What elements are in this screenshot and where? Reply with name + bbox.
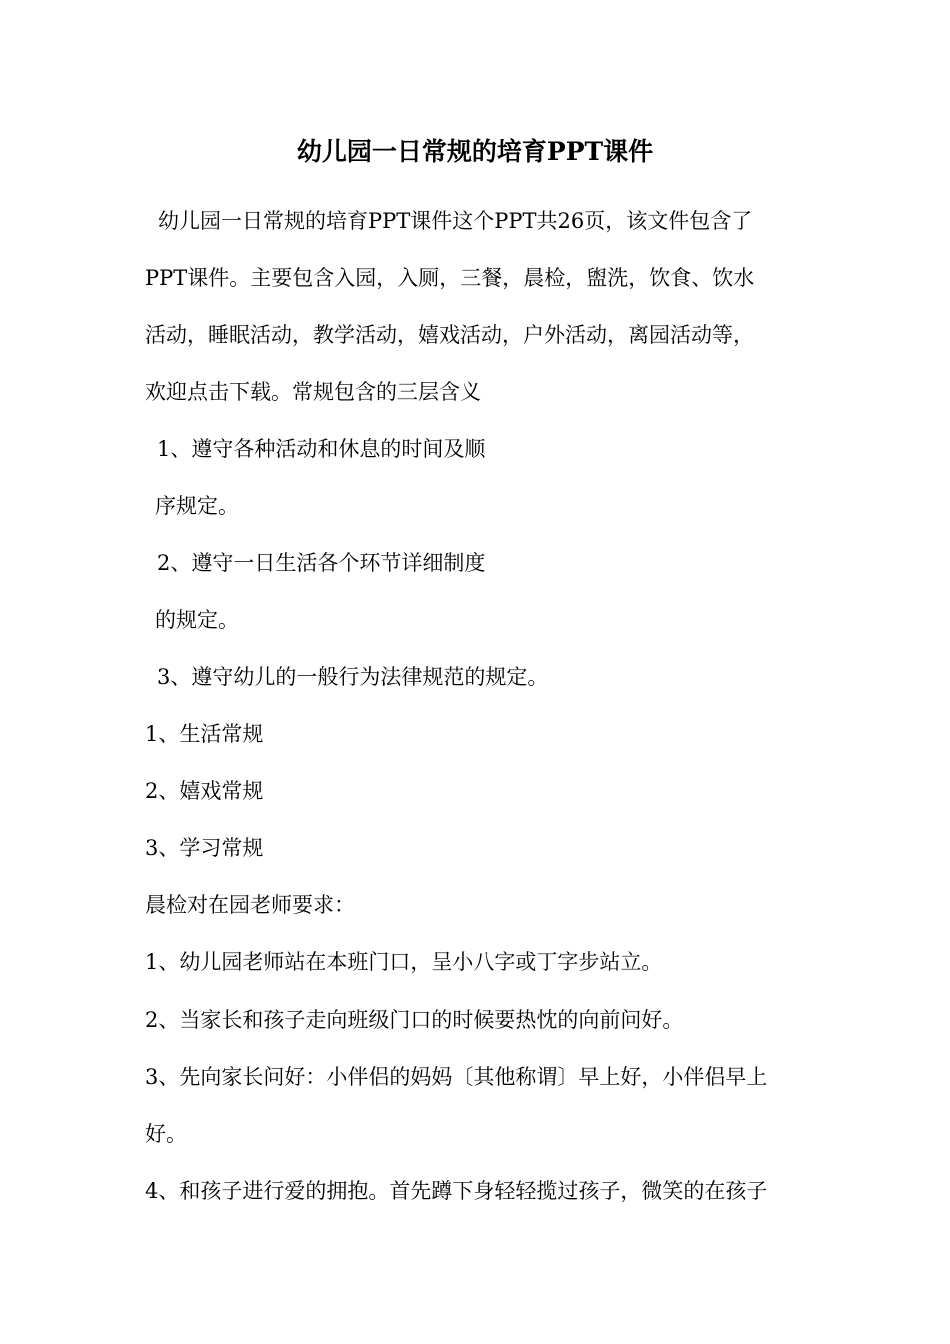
paragraph-line: PPT课件。主要包含入园，入厕，三餐，晨检，盥洗，饮食、饮水: [145, 266, 755, 290]
list-item-continuation: 的规定。: [155, 608, 239, 632]
list-item: 1、遵守各种活动和休息的时间及顺: [157, 437, 486, 461]
list-item: 1、生活常规: [145, 722, 264, 746]
list-item: 2、当家长和孩子走向班级门口的时候要热忱的向前问好。: [145, 1008, 684, 1032]
list-item: 1、幼儿园老师站在本班门口，呈小八字或丁字步站立。: [145, 950, 663, 974]
list-item: 3、遵守幼儿的一般行为法律规范的规定。: [157, 665, 549, 689]
list-item: 3、学习常规: [145, 836, 264, 860]
list-item-continuation: 好。: [145, 1122, 187, 1146]
paragraph-line: 欢迎点击下载。常规包含的三层含义: [145, 380, 481, 404]
list-item-continuation: 序规定。: [155, 494, 239, 518]
document-title: 幼儿园一日常规的培育PPT课件: [296, 137, 654, 166]
section-heading: 晨检对在园老师要求：: [145, 893, 355, 917]
paragraph-line: 活动，睡眠活动，教学活动，嬉戏活动，户外活动，离园活动等，: [145, 323, 754, 347]
list-item: 4、和孩子进行爱的拥抱。首先蹲下身轻轻揽过孩子，微笑的在孩子: [145, 1179, 768, 1203]
list-item: 2、嬉戏常规: [145, 779, 264, 803]
list-item: 3、先向家长问好：小伴侣的妈妈〔其他称谓〕早上好，小伴侣早上: [145, 1065, 768, 1089]
paragraph-line: 幼儿园一日常规的培育PPT课件这个PPT共26页，该文件包含了: [158, 209, 753, 233]
list-item: 2、遵守一日生活各个环节详细制度: [157, 551, 486, 575]
